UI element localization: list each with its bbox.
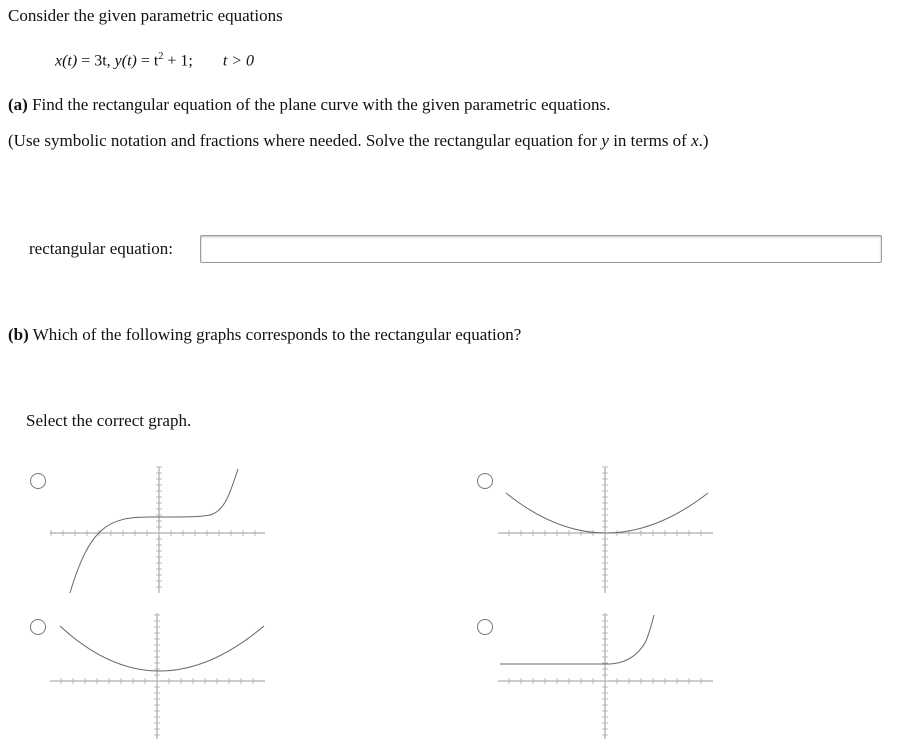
y-ticks (154, 615, 160, 735)
note-end: .) (698, 131, 709, 150)
note-var-x: x (691, 131, 699, 150)
intro-text: Consider the given parametric equations (8, 6, 283, 25)
exponential-curve (500, 615, 654, 664)
part-b-label: (b) (8, 325, 29, 344)
rectangular-equation-label: rectangular equation: (29, 239, 173, 258)
rectangular-equation-input[interactable] (200, 235, 882, 263)
graph-option-b-radio[interactable] (477, 473, 493, 489)
part-a-text: Find the rectangular equation of the plane curve with the given parametric equations. (32, 95, 611, 114)
y-rhs-base: = t (140, 52, 159, 70)
y-lhs: y(t) (114, 52, 137, 70)
part-a-label: (a) (8, 95, 28, 114)
graph-option-c-radio[interactable] (30, 619, 46, 635)
y-ticks (602, 615, 608, 735)
y-ticks (156, 467, 162, 587)
graph-option-d[interactable] (498, 611, 718, 741)
select-graph-prompt: Select the correct graph. (26, 411, 192, 430)
graph-option-b[interactable] (498, 465, 718, 595)
graph-option-d-radio[interactable] (477, 619, 493, 635)
x-lhs: x(t) (55, 52, 78, 70)
part-a-note (8, 131, 709, 151)
note-mid: in terms of (613, 131, 687, 150)
part-a-question (8, 95, 610, 115)
note-var-y: y (601, 131, 609, 150)
note-pre: (Use symbolic notation and fractions where needed. Solve the rectangular equation for (8, 131, 598, 150)
cubic-curve (70, 469, 238, 593)
y-ticks (602, 467, 608, 587)
part-b-question (8, 325, 521, 345)
parabola-curve (60, 626, 264, 671)
y-rhs-tail: + 1; (167, 52, 193, 70)
part-b-text: Which of the following graphs corresponds to the rectangular equation? (32, 325, 522, 344)
domain-condition: t > 0 (222, 52, 255, 70)
graph-option-a[interactable] (50, 465, 270, 595)
x-rhs: = 3t, (81, 52, 111, 70)
parametric-equation (55, 51, 254, 70)
y-rhs-exponent: 2 (158, 51, 164, 62)
graph-option-c[interactable] (50, 611, 270, 741)
graph-option-a-radio[interactable] (30, 473, 46, 489)
